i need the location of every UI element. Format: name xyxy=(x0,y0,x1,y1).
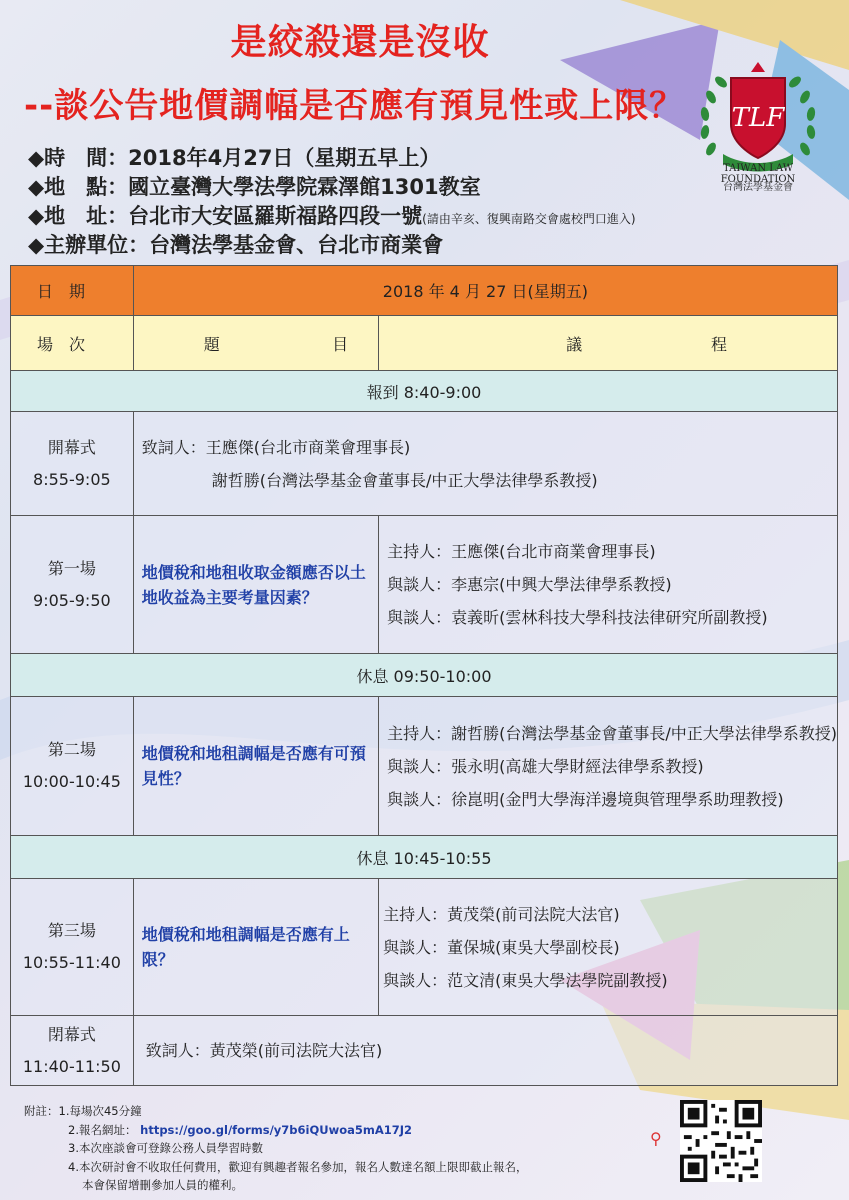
page-subtitle: --談公告地價調幅是否應有預見性或上限？ xyxy=(24,86,685,126)
session-1-moderator: 主持人：王應傑(台北市商業會理事長) xyxy=(387,542,656,561)
note-2 xyxy=(24,1121,527,1140)
session-3-name: 第三場 xyxy=(47,921,96,940)
logo-english-name: TAIWAN LAW FOUNDATION xyxy=(720,163,796,185)
closing-session-name: 閉幕式 xyxy=(47,1024,96,1044)
session-3-row xyxy=(11,879,838,1016)
column-header-agenda-a: 議 xyxy=(566,334,583,354)
registration-qr-code[interactable] xyxy=(680,1100,762,1182)
session-2-moderator: 主持人：謝哲勝(台灣法學基金會董事長/中正大學法律學系教授) xyxy=(387,723,837,743)
opening-speaker-2: 謝哲勝(台灣法學基金會董事長/中正大學法律學系教授) xyxy=(211,470,598,490)
session-2-name: 第二場 xyxy=(47,740,96,759)
session-1-time: 9:05-9:50 xyxy=(33,590,111,610)
column-header-topic-a: 題 xyxy=(203,334,220,354)
column-header-topic xyxy=(133,316,378,371)
session-3-cell xyxy=(11,879,134,1016)
closing-speaker: 致詞人：黃茂榮(前司法院大法官) xyxy=(145,1041,383,1060)
date-row xyxy=(11,266,838,316)
closing-session-time: 11:40-11:50 xyxy=(22,1056,121,1076)
logo-chinese-name: 台灣法學基金會 xyxy=(723,182,793,193)
date-label: 日 期 xyxy=(11,266,134,316)
checkin-text: 報到 8:40-9:00 xyxy=(11,371,838,412)
info-address xyxy=(28,200,636,230)
break-1-row xyxy=(11,654,838,697)
footnotes xyxy=(24,1102,527,1195)
session-2-panelist-2: 與談人：徐崑明(金門大學海洋邊境與管理學系助理教授) xyxy=(387,789,784,809)
info-address-note: (請由辛亥、復興南路交會處校門口進入) xyxy=(422,212,636,226)
session-2-panelist-1: 與談人：張永明(高雄大學財經法律學系教授) xyxy=(387,756,704,776)
info-place: ◆地 點：國立臺灣大學法學院霖澤館1301教室 xyxy=(28,175,481,199)
svg-text:TLF: TLF xyxy=(731,103,785,133)
session-3-time: 10:55-11:40 xyxy=(22,953,121,972)
checkin-row xyxy=(11,371,838,412)
magnifier-icon: ⚲ xyxy=(650,1129,662,1148)
closing-agenda-cell xyxy=(133,1016,837,1086)
session-3-moderator: 主持人：黃茂榮(前司法院大法官) xyxy=(383,904,620,924)
session-1-cell xyxy=(11,516,134,654)
column-header-agenda xyxy=(379,316,838,371)
note-1: 附註：1.每場次45分鐘 xyxy=(24,1104,142,1118)
opening-session-time: 8:55-9:05 xyxy=(33,469,111,489)
session-2-time: 10:00-10:45 xyxy=(22,772,121,791)
column-header-session: 場 次 xyxy=(11,316,134,371)
note-2-label: 2.報名網址： xyxy=(68,1122,137,1137)
session-1-agenda xyxy=(379,516,838,654)
session-2-agenda xyxy=(379,697,838,836)
closing-session-cell xyxy=(11,1016,134,1086)
opening-row xyxy=(11,412,838,516)
session-3-agenda xyxy=(379,879,838,1016)
session-2-cell xyxy=(11,697,134,836)
column-header-agenda-b: 程 xyxy=(710,334,727,354)
break-1-text: 休息 09:50-10:00 xyxy=(11,654,838,697)
opening-session-cell xyxy=(11,412,134,516)
info-address-text: ◆地 址：台北市大安區羅斯福路四段一號 xyxy=(28,204,423,228)
session-3-panelist-2: 與談人：范文清(東吳大學法學院副教授) xyxy=(383,970,668,990)
session-1-panelist-1: 與談人：李惠宗(中興大學法律學系教授) xyxy=(387,575,672,594)
session-2-topic: 地價稅和地租調幅是否應有可預見性？ xyxy=(133,697,378,836)
date-value: 2018 年 4 月 27 日(星期五) xyxy=(133,266,837,316)
opening-session-name: 開幕式 xyxy=(47,437,96,457)
session-1-row xyxy=(11,516,838,654)
session-1-panelist-2: 與談人：袁義昕(雲林科技大學科技法律研究所副教授) xyxy=(387,608,768,627)
session-1-topic: 地價稅和地租收取金額應否以土地收益為主要考量因素？ xyxy=(133,516,378,654)
session-3-panelist-1: 與談人：董保城(東吳大學副校長) xyxy=(383,937,620,957)
break-2-row xyxy=(11,836,838,879)
break-2-text: 休息 10:45-10:55 xyxy=(11,836,838,879)
session-1-name: 第一場 xyxy=(47,558,96,578)
schedule-table xyxy=(10,265,838,1086)
note-4-continued: 本會保留增刪參加人員的權利。 xyxy=(82,1178,243,1192)
opening-speaker-1: 致詞人：王應傑(台北市商業會理事長) xyxy=(141,437,411,457)
note-4: 4.本次研討會不收取任何費用，歡迎有興趣者報名參加，報名人數達名額上限即截止報名， xyxy=(68,1159,528,1174)
column-header-topic-b: 目 xyxy=(332,334,349,354)
info-organizer: ◆主辦單位：台灣法學基金會、台北市商業會 xyxy=(28,233,444,257)
info-time: ◆時 間：2018年4月27日（星期五早上） xyxy=(28,146,441,170)
session-2-row xyxy=(11,697,838,836)
note-3: 3.本次座談會可登錄公務人員學習時數 xyxy=(68,1141,263,1155)
opening-agenda-cell xyxy=(133,412,837,516)
closing-row xyxy=(11,1016,838,1086)
session-3-topic: 地價稅和地租調幅是否應有上限？ xyxy=(133,879,378,1016)
page-title: 是絞殺還是沒收 xyxy=(230,22,490,63)
registration-link[interactable]: https://goo.gl/forms/y7b6iQUwoa5mA17J2 xyxy=(140,1122,413,1137)
column-header-row xyxy=(11,316,838,371)
